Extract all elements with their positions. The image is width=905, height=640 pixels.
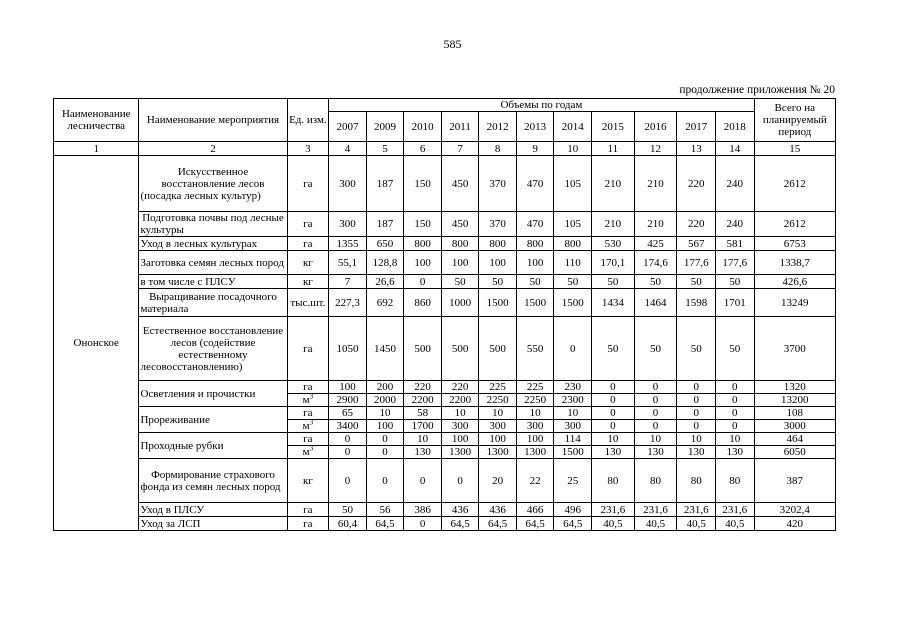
value-cell: 231,6 [591,503,634,517]
value-cell: 100 [404,251,442,275]
measure-name: Формирование страхового фонда из семян лесных пород [139,459,287,503]
value-cell: 436 [479,503,517,517]
total-cell: 1338,7 [754,251,835,275]
value-cell: 2000 [366,394,404,407]
value-cell: 0 [404,275,442,289]
value-cell: 150 [404,156,442,212]
value-cell: 0 [591,420,634,433]
value-cell: 231,6 [677,503,716,517]
value-cell: 2250 [516,394,554,407]
value-cell: 64,5 [516,517,554,531]
value-cell: 370 [479,212,517,237]
value-cell: 240 [715,156,754,212]
value-cell: 10 [591,433,634,446]
measure-name: в том числе с ПЛСУ [139,275,287,289]
value-cell: 1434 [591,289,634,317]
value-cell: 500 [404,317,442,381]
unit-cell: тыс.шт. [287,289,329,317]
total-cell: 426,6 [754,275,835,289]
column-number: 10 [554,142,592,156]
value-cell: 225 [479,381,517,394]
column-number: 8 [479,142,517,156]
value-cell: 650 [366,237,404,251]
value-cell: 1700 [404,420,442,433]
value-cell: 10 [677,433,716,446]
header-year: 2015 [591,112,634,142]
value-cell: 10 [366,407,404,420]
total-cell: 108 [754,407,835,420]
value-cell: 50 [329,503,367,517]
measure-name: Подготовка почвы под лесные культуры [139,212,287,237]
value-cell: 800 [554,237,592,251]
value-cell: 425 [634,237,677,251]
header-year: 2017 [677,112,716,142]
value-cell: 20 [479,459,517,503]
value-cell: 177,6 [715,251,754,275]
value-cell: 64,5 [441,517,479,531]
value-cell: 800 [516,237,554,251]
value-cell: 1500 [554,289,592,317]
value-cell: 1450 [366,317,404,381]
value-cell: 0 [591,381,634,394]
value-cell: 10 [554,407,592,420]
value-cell: 0 [634,381,677,394]
value-cell: 0 [591,394,634,407]
value-cell: 550 [516,317,554,381]
value-cell: 0 [715,394,754,407]
header-year: 2011 [441,112,479,142]
unit-cell: га [287,317,329,381]
column-number: 3 [287,142,329,156]
column-number: 2 [139,142,287,156]
unit-cell: кг [287,459,329,503]
value-cell: 370 [479,156,517,212]
value-cell: 220 [441,381,479,394]
value-cell: 58 [404,407,442,420]
value-cell: 50 [715,275,754,289]
unit-cell: кг [287,275,329,289]
value-cell: 300 [329,156,367,212]
value-cell: 0 [366,459,404,503]
table-row [54,503,836,517]
value-cell: 210 [591,212,634,237]
value-cell: 100 [329,381,367,394]
value-cell: 80 [677,459,716,503]
header-unit: Ед. изм. [287,99,329,142]
value-cell: 50 [715,317,754,381]
unit-cell: га [287,381,329,394]
header-total: Всего на планируемый период [754,99,835,142]
table-row [54,433,836,446]
header-year: 2010 [404,112,442,142]
value-cell: 0 [677,394,716,407]
value-cell: 466 [516,503,554,517]
total-cell: 3000 [754,420,835,433]
total-cell: 3700 [754,317,835,381]
header-year: 2018 [715,112,754,142]
value-cell: 50 [634,275,677,289]
total-cell: 2612 [754,212,835,237]
unit-cell: га [287,433,329,446]
value-cell: 300 [516,420,554,433]
value-cell: 1300 [516,446,554,459]
measure-name: Выращивание посадочного материала [139,289,287,317]
value-cell: 100 [479,251,517,275]
value-cell: 860 [404,289,442,317]
value-cell: 1500 [479,289,517,317]
value-cell: 1355 [329,237,367,251]
measure-name: Заготовка семян лесных пород [139,251,287,275]
value-cell: 22 [516,459,554,503]
value-cell: 114 [554,433,592,446]
measure-name: Уход за ЛСП [139,517,287,531]
value-cell: 1500 [516,289,554,317]
value-cell: 581 [715,237,754,251]
value-cell: 2900 [329,394,367,407]
value-cell: 100 [479,433,517,446]
header-year: 2016 [634,112,677,142]
value-cell: 1300 [479,446,517,459]
value-cell: 567 [677,237,716,251]
value-cell: 800 [404,237,442,251]
unit-cell: га [287,156,329,212]
value-cell: 3400 [329,420,367,433]
value-cell: 60,4 [329,517,367,531]
value-cell: 2250 [479,394,517,407]
value-cell: 55,1 [329,251,367,275]
total-cell: 13200 [754,394,835,407]
value-cell: 130 [634,446,677,459]
value-cell: 0 [441,459,479,503]
value-cell: 0 [404,517,442,531]
value-cell: 64,5 [554,517,592,531]
value-cell: 80 [715,459,754,503]
total-cell: 13249 [754,289,835,317]
measure-name: Естественное восстановление лесов (содействие естественному лесовосстановлению) [139,317,287,381]
value-cell: 0 [329,459,367,503]
value-cell: 0 [715,407,754,420]
table-row [54,289,836,317]
value-cell: 64,5 [366,517,404,531]
value-cell: 105 [554,212,592,237]
value-cell: 1598 [677,289,716,317]
value-cell: 177,6 [677,251,716,275]
value-cell: 128,8 [366,251,404,275]
value-cell: 0 [677,420,716,433]
column-number: 12 [634,142,677,156]
value-cell: 1000 [441,289,479,317]
value-cell: 10 [516,407,554,420]
district-name: Ононское [54,156,139,531]
value-cell: 0 [715,381,754,394]
value-cell: 300 [329,212,367,237]
value-cell: 227,3 [329,289,367,317]
value-cell: 530 [591,237,634,251]
value-cell: 220 [677,156,716,212]
value-cell: 50 [591,317,634,381]
value-cell: 150 [404,212,442,237]
unit-cell: $м^3$ [287,420,329,433]
value-cell: 300 [554,420,592,433]
value-cell: 0 [634,420,677,433]
value-cell: 100 [516,433,554,446]
value-cell: 450 [441,212,479,237]
header-year: 2012 [479,112,517,142]
header-measure: Наименование мероприятия [139,99,287,142]
value-cell: 0 [329,433,367,446]
value-cell: 80 [591,459,634,503]
value-cell: 220 [404,381,442,394]
value-cell: 10 [441,407,479,420]
value-cell: 40,5 [715,517,754,531]
value-cell: 0 [634,394,677,407]
unit-cell: га [287,503,329,517]
unit-cell: га [287,407,329,420]
value-cell: 231,6 [634,503,677,517]
unit-cell: га [287,517,329,531]
table-row [54,275,836,289]
value-cell: 10 [404,433,442,446]
value-cell: 0 [715,420,754,433]
value-cell: 50 [479,275,517,289]
table-row [54,212,836,237]
value-cell: 130 [591,446,634,459]
value-cell: 50 [441,275,479,289]
value-cell: 2200 [404,394,442,407]
value-cell: 496 [554,503,592,517]
value-cell: 56 [366,503,404,517]
header-volumes: Объемы по годам [329,99,754,112]
value-cell: 65 [329,407,367,420]
value-cell: 692 [366,289,404,317]
table-row [54,317,836,381]
value-cell: 10 [715,433,754,446]
value-cell: 470 [516,156,554,212]
value-cell: 100 [366,420,404,433]
header-year: 2014 [554,112,592,142]
table-row [54,237,836,251]
value-cell: 210 [634,156,677,212]
value-cell: 210 [591,156,634,212]
value-cell: 231,6 [715,503,754,517]
header-year: 2009 [366,112,404,142]
table-row [54,517,836,531]
column-number: 6 [404,142,442,156]
value-cell: 105 [554,156,592,212]
header-year: 2007 [329,112,367,142]
value-cell: 0 [591,407,634,420]
value-cell: 0 [329,446,367,459]
value-cell: 0 [677,381,716,394]
total-cell: 1320 [754,381,835,394]
value-cell: 40,5 [677,517,716,531]
value-cell: 130 [404,446,442,459]
forestry-measures-table [53,98,836,531]
header-district: Наименование лесничества [54,99,139,142]
value-cell: 0 [634,407,677,420]
value-cell: 1300 [441,446,479,459]
value-cell: 50 [516,275,554,289]
table-row [54,251,836,275]
header-year: 2013 [516,112,554,142]
total-cell: 3202,4 [754,503,835,517]
value-cell: 220 [677,212,716,237]
value-cell: 130 [715,446,754,459]
unit-cell: $м^3$ [287,394,329,407]
value-cell: 40,5 [634,517,677,531]
continuation-label: продолжение приложения № 20 [679,84,835,96]
value-cell: 230 [554,381,592,394]
total-cell: 420 [754,517,835,531]
measure-name: Уход в лесных культурах [139,237,287,251]
value-cell: 800 [479,237,517,251]
value-cell: 0 [677,407,716,420]
value-cell: 225 [516,381,554,394]
value-cell: 187 [366,156,404,212]
value-cell: 187 [366,212,404,237]
value-cell: 100 [441,433,479,446]
measure-name: Прореживание [139,407,287,433]
value-cell: 1500 [554,446,592,459]
value-cell: 2300 [554,394,592,407]
table-row [54,407,836,420]
value-cell: 1050 [329,317,367,381]
value-cell: 470 [516,212,554,237]
column-number: 11 [591,142,634,156]
unit-cell: кг [287,251,329,275]
value-cell: 436 [441,503,479,517]
value-cell: 64,5 [479,517,517,531]
value-cell: 40,5 [591,517,634,531]
value-cell: 450 [441,156,479,212]
value-cell: 25 [554,459,592,503]
page-number: 585 [443,37,462,51]
value-cell: 10 [634,433,677,446]
value-cell: 0 [366,433,404,446]
value-cell: 500 [479,317,517,381]
value-cell: 0 [404,459,442,503]
column-number: 15 [754,142,835,156]
value-cell: 130 [677,446,716,459]
value-cell: 300 [479,420,517,433]
column-number: 5 [366,142,404,156]
value-cell: 500 [441,317,479,381]
column-number: 7 [441,142,479,156]
column-number: 14 [715,142,754,156]
value-cell: 240 [715,212,754,237]
measure-name: Осветления и прочистки [139,381,287,407]
unit-cell: га [287,212,329,237]
total-cell: 6753 [754,237,835,251]
total-cell: 464 [754,433,835,446]
total-cell: 387 [754,459,835,503]
value-cell: 100 [516,251,554,275]
measure-name: Искусственное восстановление лесов (посадка лесных культур) [139,156,287,212]
column-number: 9 [516,142,554,156]
value-cell: 50 [591,275,634,289]
value-cell: 0 [366,446,404,459]
value-cell: 100 [441,251,479,275]
total-cell: 6050 [754,446,835,459]
value-cell: 50 [677,317,716,381]
value-cell: 300 [441,420,479,433]
table-row [54,381,836,394]
value-cell: 800 [441,237,479,251]
total-cell: 2612 [754,156,835,212]
column-number: 1 [54,142,139,156]
value-cell: 10 [479,407,517,420]
value-cell: 200 [366,381,404,394]
value-cell: 50 [554,275,592,289]
value-cell: 170,1 [591,251,634,275]
value-cell: 50 [634,317,677,381]
column-number: 13 [677,142,716,156]
value-cell: 1464 [634,289,677,317]
value-cell: 0 [554,317,592,381]
measure-name: Проходные рубки [139,433,287,459]
value-cell: 80 [634,459,677,503]
column-number: 4 [329,142,367,156]
value-cell: 2200 [441,394,479,407]
value-cell: 210 [634,212,677,237]
table-row [54,156,836,212]
value-cell: 174,6 [634,251,677,275]
measure-name: Уход в ПЛСУ [139,503,287,517]
table-row [54,459,836,503]
value-cell: 7 [329,275,367,289]
value-cell: 50 [677,275,716,289]
value-cell: 26,6 [366,275,404,289]
value-cell: 386 [404,503,442,517]
unit-cell: $м^3$ [287,446,329,459]
value-cell: 1701 [715,289,754,317]
value-cell: 110 [554,251,592,275]
unit-cell: га [287,237,329,251]
